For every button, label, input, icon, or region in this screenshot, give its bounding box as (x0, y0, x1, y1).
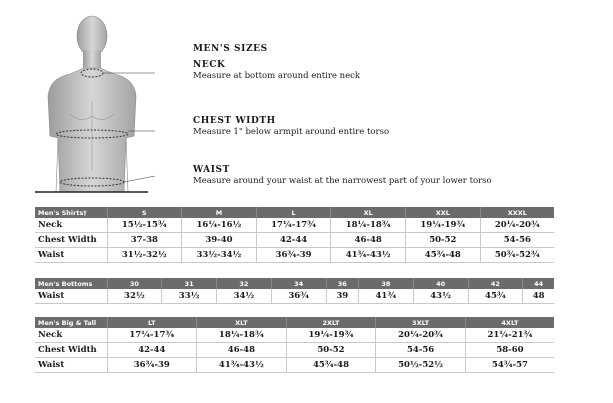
table-cell: 33½ (162, 289, 217, 304)
table-cell: 31½-32½ (107, 248, 182, 263)
shirts-table (35, 207, 554, 263)
neck-desc: Measure at bottom around entire neck (193, 71, 361, 81)
table-cell: 50-52 (286, 343, 376, 358)
table-cell: 42-44 (256, 233, 331, 248)
header-cell: 32 (217, 278, 272, 289)
table-cell: 50¾-52¾ (480, 248, 554, 263)
row-label: Chest Width (35, 233, 107, 248)
row-label: Neck (35, 218, 107, 233)
table-cell: 36¾ (271, 289, 326, 304)
waist-desc: Measure around your waist at the narrowest part of your lower torso (193, 176, 492, 186)
header-cell: M (182, 207, 257, 218)
table-cell: 37-38 (107, 233, 182, 248)
chest-desc: Measure 1" below armpit around entire torso (193, 127, 390, 137)
table-cell: 18¼-18¾ (331, 218, 406, 233)
neck-info (193, 60, 360, 81)
header-cell: 36 (326, 278, 358, 289)
row-label: Waist (35, 289, 107, 304)
table-cell: 50½-52½ (376, 358, 466, 373)
row-label: Neck (35, 328, 107, 343)
table-cell: 21¼-21¾ (465, 328, 554, 343)
table-cell: 17¼-17¾ (107, 328, 197, 343)
header-cell: XXXL (480, 207, 554, 218)
header-cell: 4XLT (465, 317, 554, 328)
table-cell: 48 (523, 289, 554, 304)
table-cell: 41¾-43½ (331, 248, 406, 263)
header-cell: 2XLT (286, 317, 376, 328)
header-cell: 30 (107, 278, 162, 289)
table-cell: 43½ (413, 289, 468, 304)
table-cell: 15½-15¾ (107, 218, 182, 233)
table-cell: 36¾-39 (107, 358, 197, 373)
table-cell: 34½ (217, 289, 272, 304)
table-row (35, 233, 554, 248)
table-row (35, 358, 554, 373)
header-cell: XL (331, 207, 406, 218)
header-cell: LT (107, 317, 197, 328)
table-cell: 45¾ (468, 289, 523, 304)
header-cell: 42 (468, 278, 523, 289)
table-cell: 54-56 (376, 343, 466, 358)
table-cell: 54-56 (480, 233, 554, 248)
header-cell: 34 (271, 278, 326, 289)
header-cell: XXL (406, 207, 481, 218)
header-cell: Men's Shirts† (35, 207, 107, 218)
table-cell: 33½-34½ (182, 248, 257, 263)
table-cell: 46-48 (331, 233, 406, 248)
table-cell: 39 (326, 289, 358, 304)
header-cell: 40 (413, 278, 468, 289)
chest-label: CHEST WIDTH (193, 116, 276, 126)
table-cell: 58-60 (465, 343, 554, 358)
table-cell: 41¾-43½ (197, 358, 287, 373)
chest-info (193, 116, 389, 137)
neck-label: NECK (193, 60, 226, 70)
header-cell: XLT (197, 317, 287, 328)
table-cell: 20¼-20¾ (376, 328, 466, 343)
table-cell: 16¼-16½ (182, 218, 257, 233)
waist-label: WAIST (193, 165, 230, 175)
header-cell: 31 (162, 278, 217, 289)
row-label: Chest Width (35, 343, 107, 358)
header-cell: Men's Bottoms (35, 278, 107, 289)
table-cell: 20¼-20¾ (480, 218, 554, 233)
table-cell: 46-48 (197, 343, 287, 358)
table-cell: 54¾-57 (465, 358, 554, 373)
header-cell: Men's Big & Tall (35, 317, 107, 328)
waist-info (193, 165, 492, 186)
header-cell: 38 (358, 278, 413, 289)
table-cell: 19¼-19¾ (286, 328, 376, 343)
table-cell: 17¼-17¾ (256, 218, 331, 233)
bigtall-table (35, 317, 554, 373)
row-label: Waist (35, 248, 107, 263)
header-cell: 44 (523, 278, 554, 289)
table-row (35, 218, 554, 233)
table-cell: 19¼-19¾ (406, 218, 481, 233)
mens-sizes-title: MEN'S SIZES (193, 44, 268, 54)
header-cell: L (256, 207, 331, 218)
table-cell: 18¼-18¾ (197, 328, 287, 343)
shirts-header-row (35, 207, 554, 218)
bigtall-header-row (35, 317, 554, 328)
table-cell: 41¾ (358, 289, 413, 304)
header-cell: S (107, 207, 182, 218)
table-row (35, 248, 554, 263)
table-cell: 32½ (107, 289, 162, 304)
table-row (35, 328, 554, 343)
torso-figure (30, 6, 155, 196)
table-cell: 45¾-48 (406, 248, 481, 263)
table-cell: 39-40 (182, 233, 257, 248)
bottoms-header-row (35, 278, 554, 289)
table-cell: 50-52 (406, 233, 481, 248)
table-row (35, 343, 554, 358)
table-cell: 45¾-48 (286, 358, 376, 373)
table-cell: 36¾-39 (256, 248, 331, 263)
table-row (35, 289, 554, 304)
header-cell: 3XLT (376, 317, 466, 328)
row-label: Waist (35, 358, 107, 373)
mens-sizes-heading (193, 44, 268, 54)
bottoms-table (35, 278, 554, 304)
table-cell: 42-44 (107, 343, 197, 358)
